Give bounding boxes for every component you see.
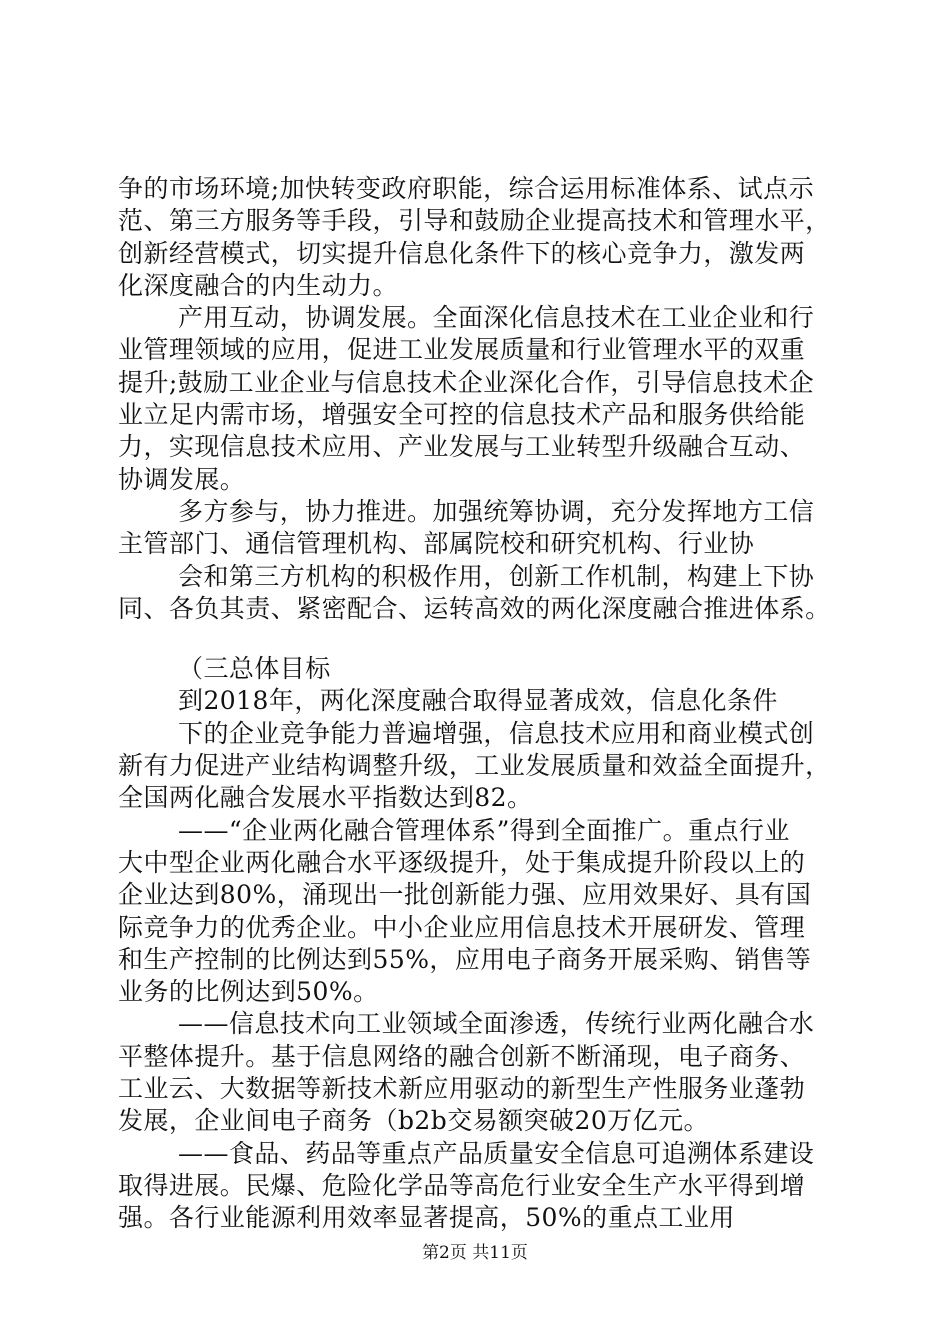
text-line: 会和第三方机构的积极作用，创新工作机制，构建上下协 bbox=[178, 561, 815, 591]
text-line: 化深度融合的内生动力。 bbox=[118, 270, 398, 300]
text-line: 发展，企业间电子商务（b2b交易额突破20万亿元。 bbox=[118, 1106, 709, 1136]
text-line: 企业达到80%，涌现出一批创新能力强、应用效果好、具有国 bbox=[118, 880, 812, 910]
text-line: 争的市场环境;加快转变政府职能，综合运用标准体系、试点示 bbox=[118, 174, 815, 203]
text-line: 工业云、大数据等新技术新应用驱动的新型生产性服务业蓬勃 bbox=[118, 1074, 806, 1104]
text-line: 多方参与，协力推进。加强统筹协调，充分发挥地方工信 bbox=[178, 496, 815, 526]
text-line: 主管部门、通信管理机构、部属院校和研究机构、行业协 bbox=[118, 529, 755, 559]
text-line: ——食品、药品等重点产品质量安全信息可追溯体系建设 bbox=[178, 1138, 815, 1168]
text-line: 业管理领域的应用，促进工业发展质量和行业管理水平的双重 bbox=[118, 335, 806, 365]
text-line: ——“企业两化融合管理体系”得到全面推广。重点行业 bbox=[178, 815, 790, 845]
text-line: 强。各行业能源利用效率显著提高，50%的重点工业用 bbox=[118, 1203, 735, 1233]
text-line: 大中型企业两化融合水平逐级提升，处于集成提升阶段以上的 bbox=[118, 847, 806, 877]
text-line: 提升;鼓励工业企业与信息技术企业深化合作，引导信息技术企 bbox=[118, 367, 815, 397]
text-line: 力，实现信息技术应用、产业发展与工业转型升级融合互动、 bbox=[118, 432, 806, 462]
text-line: 新有力促进产业结构调整升级，工业发展质量和效益全面提升， bbox=[118, 751, 831, 781]
page-footer: 第2页 共11页 bbox=[422, 1243, 528, 1263]
text-line: 际竞争力的优秀企业。中小企业应用信息技术开展研发、管理 bbox=[118, 912, 806, 942]
text-line: 协调发展。 bbox=[118, 464, 246, 494]
text-line: 业立足内需市场，增强安全可控的信息技术产品和服务供给能 bbox=[118, 400, 806, 430]
text-line: （三总体目标 bbox=[178, 654, 331, 684]
text-line: 和生产控制的比例达到55%，应用电子商务开展采购、销售等 bbox=[118, 944, 812, 974]
text-line: 到2018年，两化深度融合取得显著成效，信息化条件 bbox=[178, 686, 778, 716]
paragraph-gap bbox=[118, 625, 838, 653]
text-line: ——信息技术向工业领域全面渗透，传统行业两化融合水 bbox=[178, 1009, 815, 1039]
text-line: 全国两化融合发展水平指数达到82。 bbox=[118, 783, 533, 813]
text-line: 同、各负其责、紧密配合、运转高效的两化深度融合推进体系。 bbox=[118, 593, 831, 623]
text-line: 业务的比例达到50%。 bbox=[118, 977, 379, 1007]
text-line: 取得进展。民爆、危险化学品等高危行业安全生产水平得到增 bbox=[118, 1170, 806, 1200]
text-line: 平整体提升。基于信息网络的融合创新不断涌现，电子商务、 bbox=[118, 1041, 806, 1071]
text-line: 范、第三方服务等手段，引导和鼓励企业提高技术和管理水平， bbox=[118, 206, 831, 236]
body-text bbox=[118, 173, 838, 1235]
text-line: 产用互动，协调发展。全面深化信息技术在工业企业和行 bbox=[178, 303, 815, 333]
text-line: 创新经营模式，切实提升信息化条件下的核心竞争力，激发两 bbox=[118, 238, 806, 268]
text-line: 下的企业竞争能力普遍增强，信息技术应用和商业模式创 bbox=[178, 718, 815, 748]
